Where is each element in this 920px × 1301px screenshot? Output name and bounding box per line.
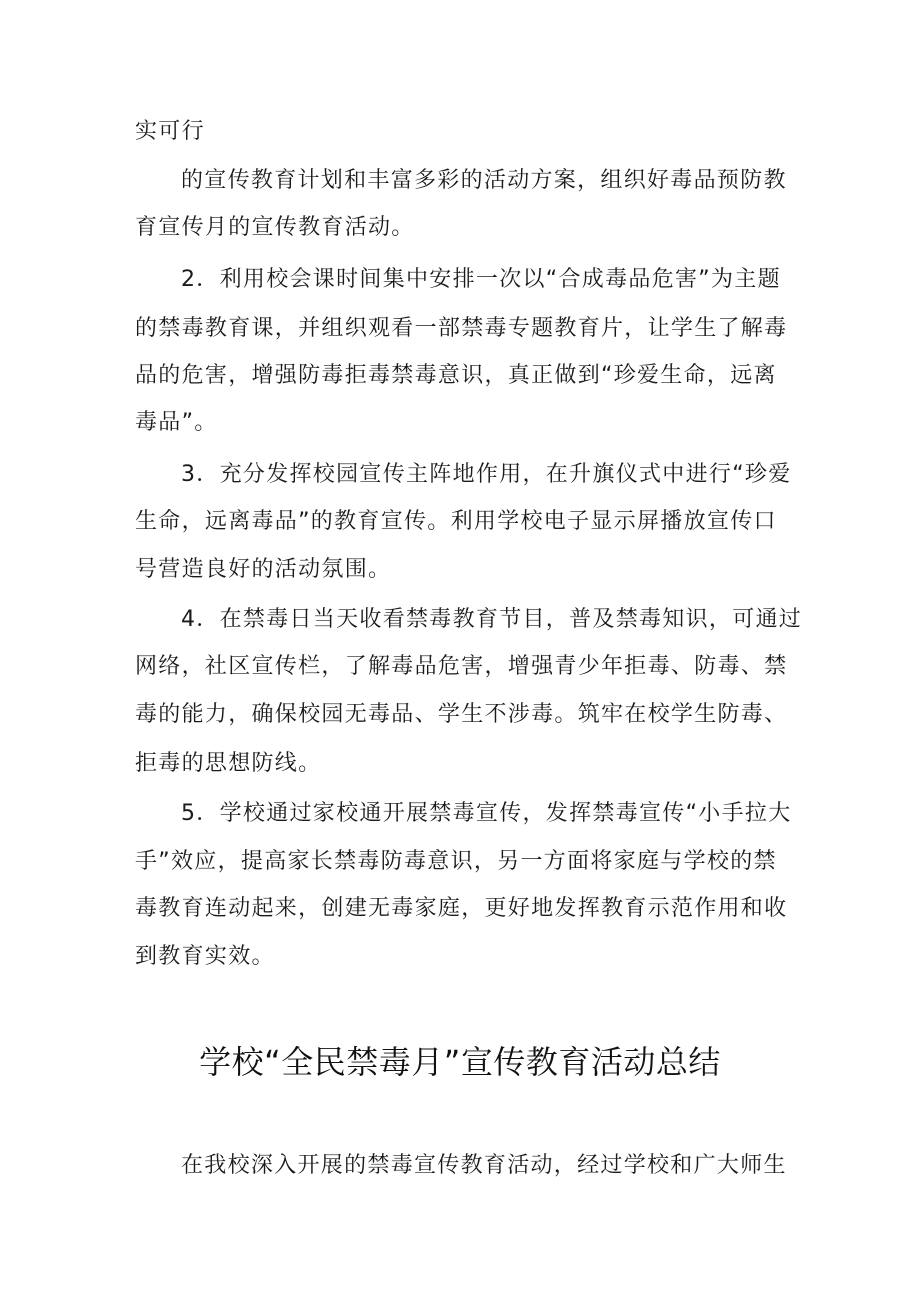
text-line: 2．利用校会课时间集中安排一次以“合成毒品危害”为主题	[181, 267, 781, 292]
text-line: 拒毒的思想防线。	[135, 751, 322, 776]
text-line: 3．充分发挥校园宣传主阵地作用，在升旗仪式中进行“珍爱	[181, 462, 792, 487]
text-line: 育宣传月的宣传教育活动。	[135, 215, 415, 240]
text-line: 的宣传教育计划和丰富多彩的活动方案，组织好毒品预防教	[181, 168, 787, 193]
text-line: 5．学校通过家校通开展禁毒宣传，发挥禁毒宣传“小手拉大	[181, 801, 792, 826]
section-title: 学校“全民禁毒月”宣传教育活动总结	[199, 1043, 721, 1081]
text-line: 实可行	[135, 119, 205, 144]
text-line: 毒教育连动起来，创建无毒家庭，更好地发挥教育示范作用和收	[135, 896, 788, 921]
text-line: 手”效应，提高家长禁毒防毒意识，另一方面将家庭与学校的禁	[135, 849, 777, 874]
text-line: 毒品”。	[135, 410, 218, 435]
text-line: 毒的能力，确保校园无毒品、学生不涉毒。筑牢在校学生防毒、	[135, 702, 788, 727]
text-line: 品的危害，增强防毒拒毒禁毒意识，真正做到“珍爱生命，远离	[135, 363, 777, 388]
text-line: 4．在禁毒日当天收看禁毒教育节目，普及禁毒知识，可通过	[181, 607, 803, 632]
text-line: 生命，远离毒品”的教育宣传。利用学校电子显示屏播放宣传口	[135, 509, 777, 534]
text-line: 号营造良好的活动氛围。	[135, 557, 392, 582]
text-line: 到教育实效。	[135, 944, 275, 969]
text-line: 在我校深入开展的禁毒宣传教育活动，经过学校和广大师生	[181, 1153, 787, 1178]
text-line: 网络，社区宣传栏，了解毒品危害，增强青少年拒毒、防毒、禁	[135, 654, 788, 679]
text-line: 的禁毒教育课，并组织观看一部禁毒专题教育片，让学生了解毒	[135, 316, 788, 341]
